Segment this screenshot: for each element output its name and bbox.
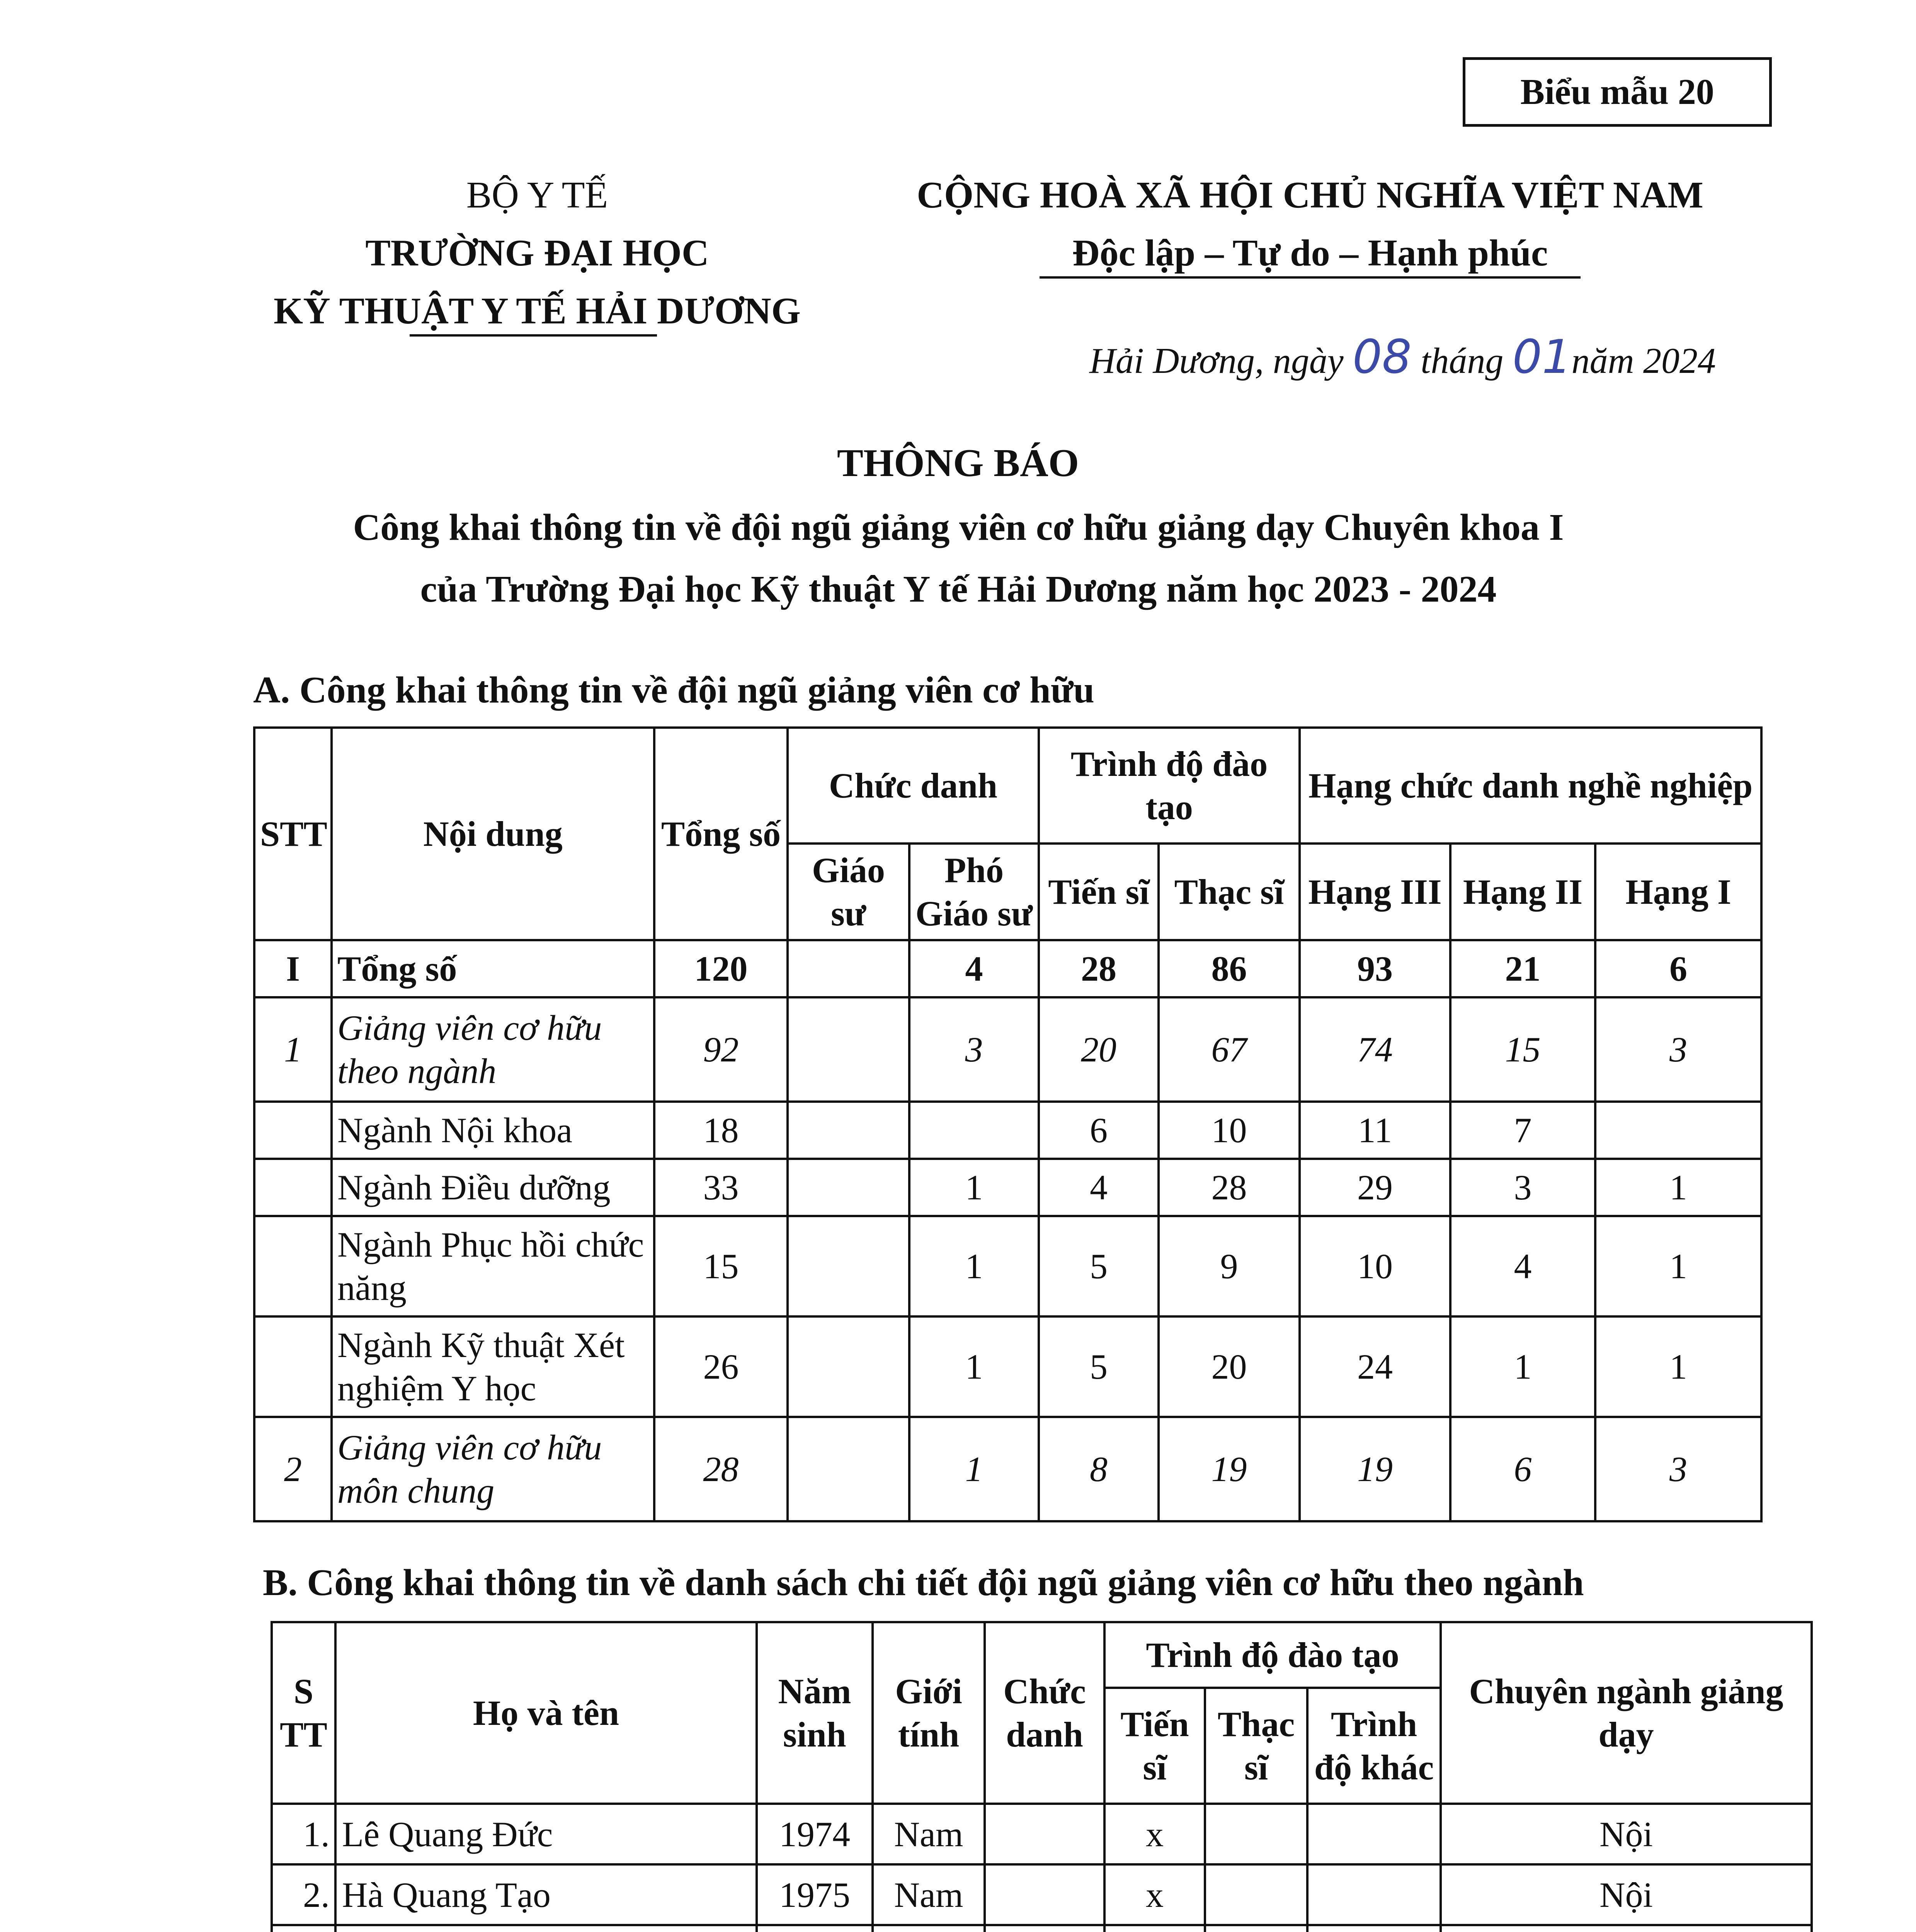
row-rank2: 4 [1450, 1216, 1595, 1316]
section-a-title: A. Công khai thông tin về đội ngũ giảng viên cơ hữu [253, 669, 1095, 711]
row-master [1205, 1864, 1307, 1925]
row-gender [873, 1925, 985, 1932]
row-rank3: 74 [1300, 997, 1450, 1102]
row-other [1307, 1864, 1441, 1925]
row-doctor: 8 [1039, 1417, 1159, 1521]
row-stt: I [254, 940, 332, 997]
row-birth-year: 1975 [757, 1864, 873, 1925]
row-total: 15 [654, 1216, 788, 1316]
row-master: 67 [1159, 997, 1300, 1102]
header-stt: S TT [272, 1622, 335, 1804]
motto-underline [1040, 276, 1581, 279]
row-doctor: 5 [1039, 1316, 1159, 1417]
row-content: Giảng viên cơ hữu theo ngành [332, 997, 654, 1102]
row-professor [788, 1316, 909, 1417]
row-master: 86 [1159, 940, 1300, 997]
header-rank3: Hạng III [1300, 844, 1450, 940]
row-assoc-professor: 1 [909, 1316, 1039, 1417]
row-rank3: 93 [1300, 940, 1450, 997]
header-title-group: Chức danh [788, 728, 1039, 844]
summary-row [254, 940, 1761, 997]
header-training-group: Trình độ đào tạo [1104, 1622, 1441, 1688]
row-master [1205, 1804, 1307, 1864]
row-rank1: 6 [1595, 940, 1761, 997]
national-header [885, 166, 1735, 282]
row-total: 92 [654, 997, 788, 1102]
row-rank1: 3 [1595, 997, 1761, 1102]
row-master [1205, 1925, 1307, 1932]
row-stt [254, 1159, 332, 1216]
form-label: Biểu mẫu 20 [1463, 57, 1772, 127]
row-content: Tổng số [332, 940, 654, 997]
header-total: Tổng số [654, 728, 788, 940]
row-rank1 [1595, 1102, 1761, 1159]
row-total: 26 [654, 1316, 788, 1417]
row-professor [788, 1216, 909, 1316]
row-title [985, 1925, 1104, 1932]
summary-row [254, 1417, 1761, 1521]
row-professor [788, 1159, 909, 1216]
summary-row [254, 1102, 1761, 1159]
row-assoc-professor [909, 1102, 1039, 1159]
row-gender: Nam [873, 1864, 985, 1925]
header-training-group: Trình độ đào tạo [1039, 728, 1300, 844]
row-total: 120 [654, 940, 788, 997]
row-assoc-professor: 3 [909, 997, 1039, 1102]
header-content: Nội dung [332, 728, 654, 940]
row-birth-year [757, 1925, 873, 1932]
row-content: Ngành Kỹ thuật Xét nghiệm Y học [332, 1316, 654, 1417]
row-stt [254, 1102, 332, 1159]
dateline-prefix: Hải Dương, ngày [1089, 341, 1344, 381]
header-professor: Giáo sư [788, 844, 909, 940]
header-master: Thạc sĩ [1205, 1688, 1307, 1804]
row-rank1: 3 [1595, 1417, 1761, 1521]
row-rank1: 1 [1595, 1159, 1761, 1216]
school-name-line2: KỸ THUẬT Y TẾ HẢI DƯƠNG [273, 290, 801, 332]
summary-row [254, 997, 1761, 1102]
row-doctor: x [1104, 1864, 1205, 1925]
row-rank3: 24 [1300, 1316, 1450, 1417]
header-other: Trình độ khác [1307, 1688, 1441, 1804]
issuer-underline [410, 334, 657, 337]
row-rank2: 6 [1450, 1417, 1595, 1521]
row-rank1: 1 [1595, 1216, 1761, 1316]
row-rank1: 1 [1595, 1316, 1761, 1417]
header-birth-year: Năm sinh [757, 1622, 873, 1804]
row-doctor: 5 [1039, 1216, 1159, 1316]
row-stt: 1 [254, 997, 332, 1102]
row-doctor: 28 [1039, 940, 1159, 997]
summary-row [254, 1316, 1761, 1417]
row-master: 28 [1159, 1159, 1300, 1216]
row-professor [788, 997, 909, 1102]
row-doctor: 20 [1039, 997, 1159, 1102]
row-content: Giảng viên cơ hữu môn chung [332, 1417, 654, 1521]
notice-subtitle-line1: Công khai thông tin về đội ngũ giảng viên cơ hữu giảng dạy Chuyên khoa I [353, 507, 1564, 548]
row-stt [254, 1216, 332, 1316]
row-stt: 1. [272, 1804, 335, 1864]
row-rank2: 3 [1450, 1159, 1595, 1216]
row-rank3: 10 [1300, 1216, 1450, 1316]
header-major: Chuyên ngành giảng dạy [1441, 1622, 1812, 1804]
row-content: Ngành Điều dưỡng [332, 1159, 654, 1216]
summary-row [254, 1216, 1761, 1316]
row-name: Lê Quang Đức [335, 1804, 757, 1864]
notice-title: THÔNG BÁO [837, 441, 1079, 485]
row-rank3: 29 [1300, 1159, 1450, 1216]
row-rank3: 19 [1300, 1417, 1450, 1521]
row-rank2: 21 [1450, 940, 1595, 997]
nation-name: CỘNG HOÀ XÃ HỘI CHỦ NGHĨA VIỆT NAM [917, 174, 1703, 216]
header-name: Họ và tên [335, 1622, 757, 1804]
faculty-detail-table [271, 1621, 1813, 1932]
header-gender: Giới tính [873, 1622, 985, 1804]
table-row [272, 1864, 1812, 1925]
row-major: Nội [1441, 1864, 1812, 1925]
row-total: 33 [654, 1159, 788, 1216]
row-total: 28 [654, 1417, 788, 1521]
row-doctor: 6 [1039, 1102, 1159, 1159]
header-stt: STT [254, 728, 332, 940]
row-professor [788, 1417, 909, 1521]
row-title [985, 1804, 1104, 1864]
row-assoc-professor: 1 [909, 1159, 1039, 1216]
row-title [985, 1864, 1104, 1925]
header-rank-group: Hạng chức danh nghề nghiệp [1300, 728, 1761, 844]
handwritten-day: 08 [1353, 330, 1412, 384]
row-birth-year: 1974 [757, 1804, 873, 1864]
table-row [272, 1925, 1812, 1932]
issuer-header [232, 166, 842, 340]
summary-row [254, 1159, 1761, 1216]
notice-subtitle-line2: của Trường Đại học Kỹ thuật Y tế Hải Dương năm học 2023 - 2024 [420, 568, 1497, 610]
row-content: Ngành Phục hồi chức năng [332, 1216, 654, 1316]
row-doctor: x [1104, 1804, 1205, 1864]
header-title: Chức danh [985, 1622, 1104, 1804]
row-stt: 2 [254, 1417, 332, 1521]
row-master: 19 [1159, 1417, 1300, 1521]
row-other [1307, 1804, 1441, 1864]
row-master: 9 [1159, 1216, 1300, 1316]
row-rank2: 15 [1450, 997, 1595, 1102]
row-rank3: 11 [1300, 1102, 1450, 1159]
row-stt: 2. [272, 1864, 335, 1925]
header-rank2: Hạng II [1450, 844, 1595, 940]
row-doctor [1104, 1925, 1205, 1932]
row-rank2: 1 [1450, 1316, 1595, 1417]
section-b-title: B. Công khai thông tin về danh sách chi tiết đội ngũ giảng viên cơ hữu theo ngành [263, 1562, 1584, 1604]
row-other [1307, 1925, 1441, 1932]
header-rank1: Hạng I [1595, 844, 1761, 940]
row-assoc-professor: 1 [909, 1216, 1039, 1316]
faculty-summary-table [253, 726, 1763, 1522]
row-assoc-professor: 1 [909, 1417, 1039, 1521]
table-row [272, 1804, 1812, 1864]
row-master: 10 [1159, 1102, 1300, 1159]
header-assoc-professor: Phó Giáo sư [909, 844, 1039, 940]
row-master: 20 [1159, 1316, 1300, 1417]
dateline-year: năm 2024 [1571, 341, 1716, 381]
row-name: Hà Quang Tạo [335, 1864, 757, 1925]
row-gender: Nam [873, 1804, 985, 1864]
row-assoc-professor: 4 [909, 940, 1039, 997]
row-major: Nội [1441, 1804, 1812, 1864]
row-rank2: 7 [1450, 1102, 1595, 1159]
dateline-month-label: tháng [1421, 341, 1504, 381]
ministry-name: BỘ Y TẾ [466, 174, 608, 216]
row-name [335, 1925, 757, 1932]
row-major [1441, 1925, 1812, 1932]
school-name-line1: TRƯỜNG ĐẠI HỌC [365, 232, 709, 274]
row-professor [788, 940, 909, 997]
row-stt [254, 1316, 332, 1417]
national-motto: Độc lập – Tự do – Hạnh phúc [1072, 232, 1548, 274]
row-professor [788, 1102, 909, 1159]
row-total: 18 [654, 1102, 788, 1159]
row-stt [272, 1925, 335, 1932]
header-master: Thạc sĩ [1159, 844, 1300, 940]
notice-subtitle [271, 497, 1646, 620]
dateline [982, 330, 1716, 384]
header-doctor: Tiến sĩ [1039, 844, 1159, 940]
row-doctor: 4 [1039, 1159, 1159, 1216]
detail-table-body [272, 1804, 1812, 1932]
handwritten-month: 01 [1512, 330, 1572, 384]
summary-table-body [254, 940, 1761, 1521]
row-content: Ngành Nội khoa [332, 1102, 654, 1159]
header-doctor: Tiến sĩ [1104, 1688, 1205, 1804]
